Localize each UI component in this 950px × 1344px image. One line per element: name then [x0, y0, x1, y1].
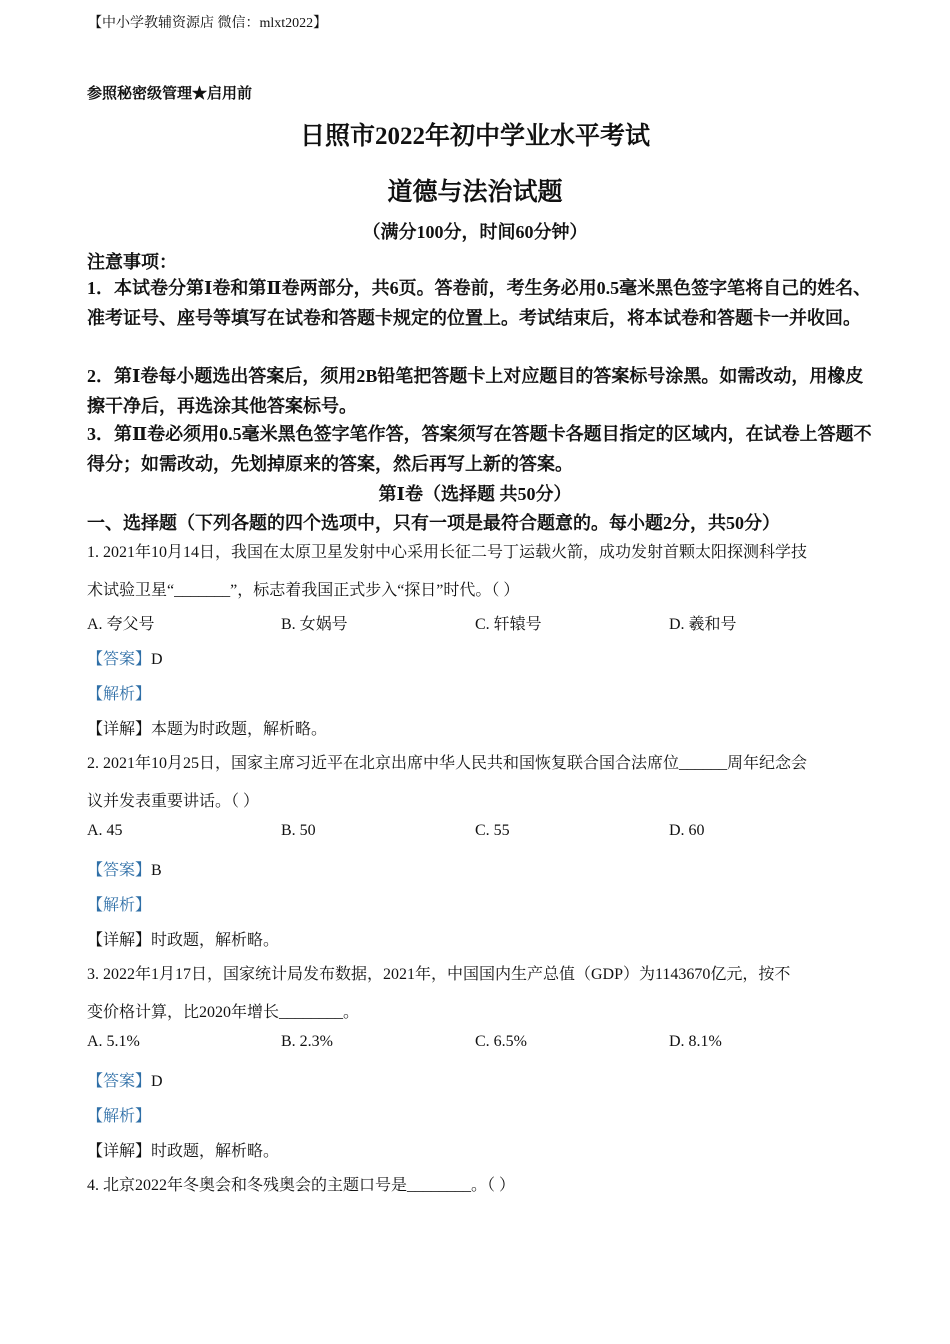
answer-value: D	[151, 651, 163, 668]
question-1-answer	[87, 646, 163, 669]
question-2-line-1: 2. 2021年10月25日，国家主席习近平在北京出席中华人民共和国恢复联合国合法席位______周年纪念会	[87, 755, 808, 772]
option-a: A. 5.1%	[87, 1033, 140, 1050]
answer-label: 【答案】	[87, 1073, 152, 1090]
question-2-detail	[87, 927, 279, 950]
question-2-analysis	[87, 892, 151, 915]
answer-value: D	[151, 1073, 163, 1090]
option-b: B. 女娲号	[281, 616, 348, 633]
option-d: D. 羲和号	[669, 616, 737, 633]
question-1-detail	[87, 716, 327, 739]
question-1-line-2: 术试验卫星“_______”，标志着我国正式步入“探日”时代。（ ）	[87, 582, 520, 599]
question-1-analysis	[87, 681, 151, 704]
notice-item-2: 2．第Ⅰ卷每小题选出答案后，须用2B铅笔把答题卡上对应题目的答案标号涂黑。如需改动，用橡皮擦干净后，再选涂其他答案标号。	[87, 366, 864, 416]
detail-label: 【详解】	[87, 1143, 152, 1160]
page-title: 日照市2022年初中学业水平考试	[299, 123, 650, 150]
part-title: 第Ⅰ卷（选择题 共50分）	[378, 484, 572, 504]
option-a: A. 夸父号	[87, 616, 155, 633]
score-time-info: （满分100分，时间60分钟）	[362, 222, 588, 242]
question-3-detail	[87, 1138, 279, 1161]
option-d: D. 8.1%	[669, 1033, 722, 1050]
question-1-line-1: 1. 2021年10月14日，我国在太原卫星发射中心采用长征二号丁运载火箭，成功发射首颗太阳探测科学技	[87, 544, 808, 561]
question-4-line-1: 4. 北京2022年冬奥会和冬残奥会的主题口号是________。（ ）	[87, 1177, 516, 1194]
section-title: 一、选择题（下列各题的四个选项中，只有一项是最符合题意的。每小题2分，共50分）	[87, 513, 780, 533]
detail-text: 时政题，解析略。	[151, 932, 280, 949]
question-2-answer	[87, 857, 162, 880]
option-b: B. 50	[281, 822, 316, 839]
question-2-line-2: 议并发表重要讲话。（ ）	[87, 793, 260, 810]
question-3-line-2: 变价格计算，比2020年增长________。	[87, 1004, 360, 1021]
detail-text: 本题为时政题，解析略。	[151, 721, 328, 738]
analysis-label: 【解析】	[87, 897, 152, 914]
option-d: D. 60	[669, 822, 705, 839]
option-b: B. 2.3%	[281, 1033, 333, 1050]
answer-label: 【答案】	[87, 651, 152, 668]
question-3-answer	[87, 1068, 163, 1091]
question-3-line-1: 3. 2022年1月17日，国家统计局发布数据，2021年，中国国内生产总值（GDP）为1143670亿元，按不	[87, 966, 791, 983]
answer-value: B	[151, 862, 162, 879]
question-3-analysis	[87, 1103, 151, 1126]
notice-item-1: 1．本试卷分第Ⅰ卷和第Ⅱ卷两部分，共6页。答卷前，考生务必用0.5毫米黑色签字笔将自己的姓名、准考证号、座号等填写在试卷和答题卡规定的位置上。考试结束后，将本试卷和答题卡一并收回。	[87, 278, 872, 328]
header-note: 【中小学教辅资源店 微信：mlxt2022】	[88, 16, 328, 31]
option-c: C. 55	[475, 822, 510, 839]
subject-title: 道德与法治试题	[387, 179, 563, 206]
secret-label: 参照秘密级管理★启用前	[87, 86, 253, 102]
analysis-label: 【解析】	[87, 686, 152, 703]
option-a: A. 45	[87, 822, 123, 839]
answer-label: 【答案】	[87, 862, 152, 879]
notice-heading: 注意事项：	[87, 252, 177, 272]
option-c: C. 6.5%	[475, 1033, 527, 1050]
analysis-label: 【解析】	[87, 1108, 152, 1125]
detail-label: 【详解】	[87, 721, 152, 738]
option-c: C. 轩辕号	[475, 616, 542, 633]
notice-item-3: 3．第Ⅱ卷必须用0.5毫米黑色签字笔作答，答案须写在答题卡各题目指定的区域内，在试卷上答题不得分；如需改动，先划掉原来的答案，然后再写上新的答案。	[87, 424, 872, 474]
detail-label: 【详解】	[87, 932, 152, 949]
detail-text: 时政题，解析略。	[151, 1143, 280, 1160]
